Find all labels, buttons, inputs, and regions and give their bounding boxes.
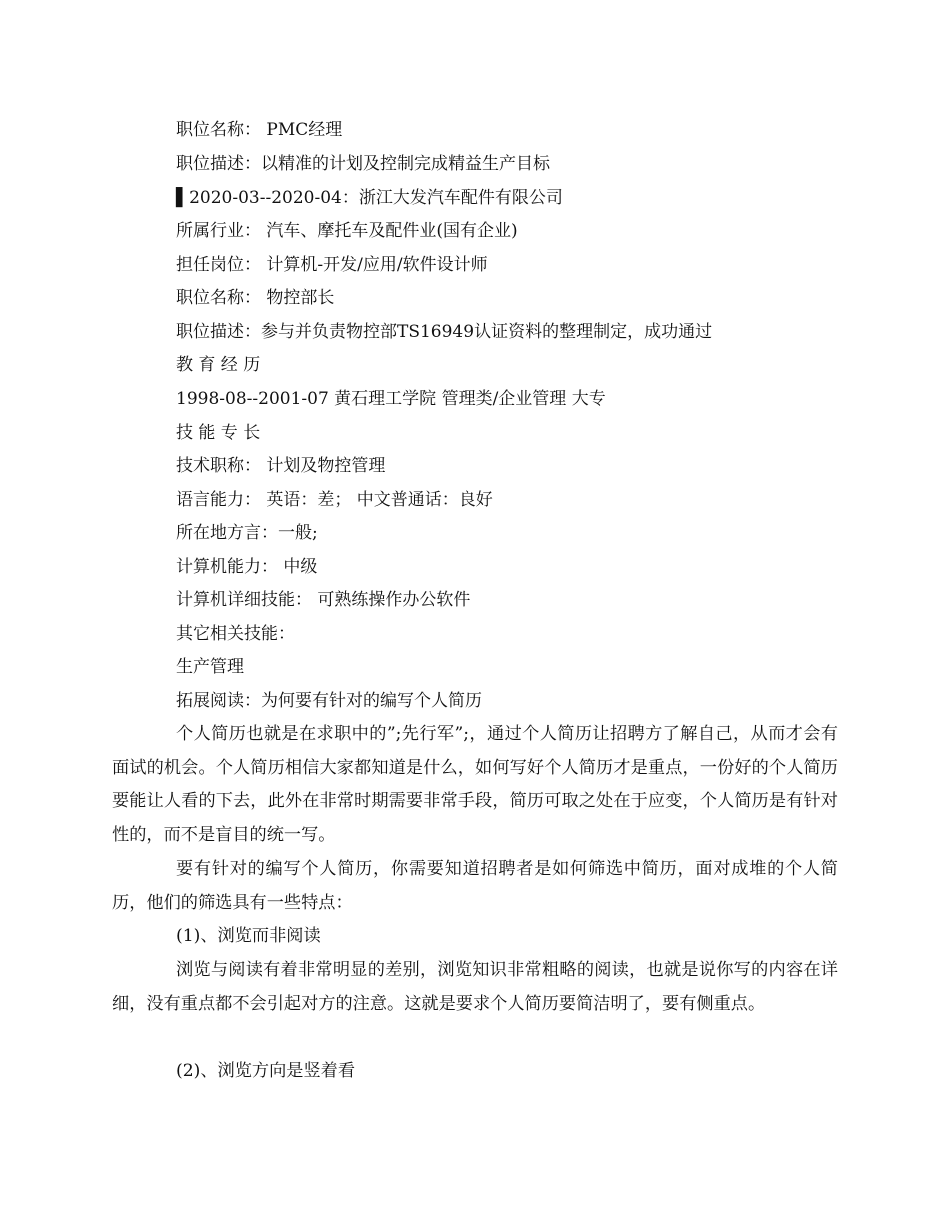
language-ability-line: 语言能力： 英语：差； 中文普通话：良好 [176, 490, 493, 510]
work-experience-entry: ▌2020-03--2020-04：浙江大发汽车配件有限公司 [176, 188, 563, 208]
browsing-paragraph: 浏览与阅读有着非常明显的差别，浏览知识非常粗略的阅读，也就是说你写的内容在详细，没有重点都不会引起对方的注意。这就是要求个人简历要简洁明了，要有侧重点。 [112, 960, 838, 1014]
dialect-line: 所在地方言：一般; [176, 523, 318, 543]
skills-heading: 技 能 专 长 [176, 423, 261, 443]
position-title-line-2: 职位名称： 物控部长 [176, 288, 335, 308]
education-heading: 教 育 经 历 [176, 355, 261, 375]
position-description-line: 职位描述：以精准的计划及控制完成精益生产目标 [176, 154, 550, 174]
position-title-line: 职位名称： PMC经理 [176, 120, 343, 140]
targeted-resume-paragraph: 要有针对的编写个人简历，你需要知道招聘者是如何筛选中简历，面对成堆的个人简历，他们的筛选具有一些特点： [112, 859, 838, 913]
computer-ability-line: 计算机能力： 中级 [176, 557, 318, 577]
education-entry: 1998-08--2001-07 黄石理工学院 管理类/企业管理 大专 [176, 389, 606, 409]
technical-title-line: 技术职称： 计划及物控管理 [176, 456, 386, 476]
position-description-line-2: 职位描述：参与并负责物控部TS16949认证资料的整理制定，成功通过 [176, 322, 713, 342]
computer-skills-line: 计算机详细技能： 可熟练操作办公软件 [176, 590, 471, 610]
industry-line: 所属行业： 汽车、摩托车及配件业(国有企业) [176, 221, 518, 241]
production-management-line: 生产管理 [176, 657, 244, 677]
resume-intro-paragraph: 个人简历也就是在求职中的”;先行军”;，通过个人简历让招聘方了解自己，从而才会有面试的机会。个人简历相信大家都知道是什么，如何写好个人简历才是重点，一份好的个人简历要能让人看的下去，此外在非常时期需要非常手段，简历可取之处在于应变，个人简历是有针对性的，而不是盲目的统一写。 [112, 724, 838, 845]
other-skills-line: 其它相关技能： [176, 624, 295, 644]
point-1-heading: (1)、浏览而非阅读 [176, 926, 321, 946]
role-line: 担任岗位： 计算机-开发/应用/软件设计师 [176, 255, 488, 275]
extended-reading-title: 拓展阅读：为何要有针对的编写个人简历 [176, 691, 482, 711]
point-2-heading: (2)、浏览方向是竖着看 [176, 1061, 356, 1081]
